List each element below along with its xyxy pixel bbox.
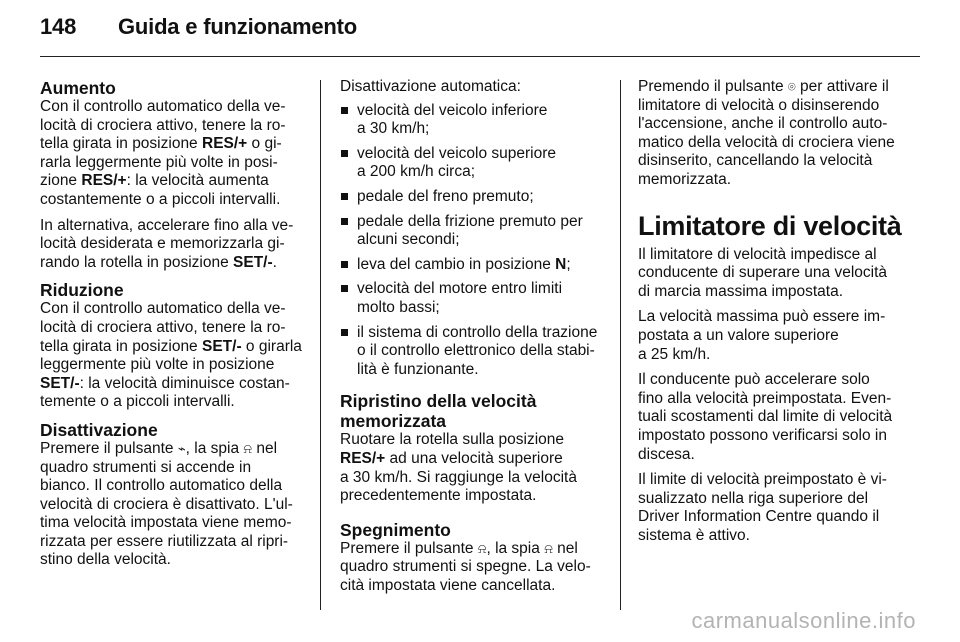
text-line: fino alla velocità preimpostata. Even- xyxy=(638,389,892,407)
control-label: RES/+ xyxy=(202,135,248,153)
text-line: postata a un valore superiore xyxy=(638,326,839,344)
text-line: : la velocità diminuisce costan- xyxy=(79,374,290,392)
text-line: tella girata in posizione xyxy=(40,135,202,153)
cruise-control-button-icon: ⍾ xyxy=(477,540,487,556)
text-line: precedentemente impostata. xyxy=(340,487,537,505)
text-line: velocità del veicolo inferiore xyxy=(357,101,548,119)
text-line: La velocità massima può essere im- xyxy=(638,308,886,326)
control-label: RES/+ xyxy=(340,449,386,467)
text-line: di marcia massima impostata. xyxy=(638,282,844,300)
control-label: SET/- xyxy=(40,374,80,392)
list-item xyxy=(340,280,606,317)
text-line: leva del cambio in posizione xyxy=(357,255,556,273)
list-item xyxy=(340,188,606,207)
paragraph-disattivazione xyxy=(40,440,306,570)
heading-line: memorizzata xyxy=(340,411,447,432)
text-line: Il limite di velocità preimpostato è vi- xyxy=(638,471,887,489)
header-rule xyxy=(40,56,920,57)
cruise-control-indicator-icon: ⍾ xyxy=(544,540,553,556)
text-line: rando la rotella in posizione xyxy=(40,253,234,271)
text-line: locità di crociera attivo, tenere la ro- xyxy=(40,318,286,336)
page-header xyxy=(40,14,357,40)
text-line: rizzata per essere riutilizzata al ripri- xyxy=(40,532,289,550)
text-line: impostato possono verificarsi solo in xyxy=(638,426,887,444)
page-number: 148 xyxy=(40,14,77,39)
text-line: . xyxy=(272,253,277,271)
text-line: quadro strumenti si accende in xyxy=(40,458,252,476)
text-line: a 25 km/h. xyxy=(638,345,711,363)
text-line: tima velocità impostata viene memo- xyxy=(40,514,292,532)
paragraph-riduzione xyxy=(40,300,306,412)
speed-limiter-button-icon: ⌾ xyxy=(787,79,796,94)
control-label: SET/- xyxy=(233,253,273,271)
text-line: velocità di crociera è disattivato. L'ul- xyxy=(40,495,293,513)
control-label: SET/- xyxy=(202,337,242,355)
paragraph-aumento-1 xyxy=(40,98,306,210)
cruise-off-button-icon: ⌁ xyxy=(177,440,186,456)
section-heading-limitatore: Limitatore di velocità xyxy=(638,210,902,241)
text-line: pedale della frizione premuto per xyxy=(357,212,583,230)
text-line: tella girata in posizione xyxy=(40,337,202,355)
text-line: lità è funzionante. xyxy=(357,360,479,378)
text-line: o il controllo elettronico della stabi- xyxy=(357,342,595,360)
auto-deactivation-list xyxy=(340,102,606,380)
cruise-control-indicator-icon: ⍾ xyxy=(243,440,253,456)
text-line: Ruotare la rotella sulla posizione xyxy=(340,431,565,449)
text-line: locità desiderata e memorizzarla gi- xyxy=(40,235,285,253)
text-line: zione xyxy=(40,172,82,190)
text-line: o girarla xyxy=(241,337,302,355)
text-line: costantemente o a piccoli intervalli. xyxy=(40,190,281,208)
text-line: Con il controllo automatico della ve- xyxy=(40,98,286,115)
paragraph-limitatore-4 xyxy=(638,471,920,545)
text-line: bianco. Il controllo automatico della xyxy=(40,477,283,495)
text-line: disinserito, cancellando la velocità xyxy=(638,152,873,170)
text-line: sualizzato nella riga superiore del xyxy=(638,489,869,507)
control-label: N xyxy=(555,255,567,273)
text-line: Driver Information Centre quando il xyxy=(638,508,880,526)
text-line: molto bassi; xyxy=(357,298,440,316)
text-line: In alternativa, accelerare fino alla ve- xyxy=(40,216,294,234)
column-1 xyxy=(40,78,306,577)
list-item xyxy=(340,145,606,182)
control-label: RES/+ xyxy=(81,172,127,190)
text-line: o gi- xyxy=(247,135,282,153)
paragraph-ripristino xyxy=(340,431,606,505)
text-line: pedale del freno premuto; xyxy=(357,187,534,205)
auto-deactivation-intro: Disattivazione automatica: xyxy=(340,78,521,95)
text-line: a 200 km/h circa; xyxy=(357,163,476,181)
text-line: : la velocità aumenta xyxy=(126,172,269,190)
list-item xyxy=(340,213,606,250)
text-line: , la spia xyxy=(486,539,545,557)
text-line: Premere il pulsante xyxy=(340,539,478,557)
column-divider-1 xyxy=(320,80,321,610)
column-divider-2 xyxy=(620,80,621,610)
text-line: Con il controllo automatico della ve- xyxy=(40,300,286,318)
text-line: Premendo il pulsante xyxy=(638,78,788,95)
text-line: temente o a piccoli intervalli. xyxy=(40,393,235,411)
text-line: sistema è attivo. xyxy=(638,526,750,544)
text-line: per attivare il xyxy=(795,78,889,95)
text-line: stino della velocità. xyxy=(40,551,171,569)
text-line: memorizzata. xyxy=(638,170,732,188)
text-line: limitatore di velocità o disinserendo xyxy=(638,96,880,114)
section-heading-spegnimento: Spegnimento xyxy=(340,519,451,540)
text-line: l'accensione, anche il controllo auto- xyxy=(638,115,888,133)
text-line: cità impostata viene cancellata. xyxy=(340,576,556,594)
text-line: conducente di superare una velocità xyxy=(638,264,888,282)
text-line: a 30 km/h. Si raggiunge la velocità xyxy=(340,468,577,486)
list-item xyxy=(340,102,606,139)
text-line: nel xyxy=(252,439,278,457)
section-heading-riduzione: Riduzione xyxy=(40,280,124,301)
text-line: ad una velocità superiore xyxy=(385,449,563,467)
text-line: velocità del veicolo superiore xyxy=(357,144,557,162)
text-line: Il limitatore di velocità impedisce al xyxy=(638,245,877,263)
paragraph-limiter-intro xyxy=(638,78,920,190)
text-line: a 30 km/h; xyxy=(357,120,430,138)
text-line: nel xyxy=(552,539,578,557)
column-3 xyxy=(638,78,920,552)
page-title: Guida e funzionamento xyxy=(118,14,358,39)
list-item xyxy=(340,256,606,275)
text-line: Premere il pulsante xyxy=(40,439,178,457)
paragraph-limitatore-2 xyxy=(638,308,920,364)
text-line: discesa. xyxy=(638,445,695,463)
text-line: Il conducente può accelerare solo xyxy=(638,371,870,389)
text-line: il sistema di controllo della trazione xyxy=(357,323,598,341)
text-line: tuali scostamenti dal limite di velocità xyxy=(638,408,893,426)
section-heading-aumento: Aumento xyxy=(40,78,116,98)
text-line: rarla leggermente più volte in posi- xyxy=(40,153,278,171)
section-heading-ripristino xyxy=(340,391,606,431)
heading-line: Ripristino della velocità xyxy=(340,391,537,412)
text-line: alcuni secondi; xyxy=(357,231,460,249)
paragraph-spegnimento xyxy=(340,540,606,596)
list-item xyxy=(340,324,606,380)
text-line: velocità del motore entro limiti xyxy=(357,280,563,298)
text-line: quadro strumenti si spegne. La velo- xyxy=(340,558,591,576)
paragraph-limitatore-1 xyxy=(638,246,920,302)
column-2 xyxy=(340,78,606,602)
text-line: , la spia xyxy=(185,439,244,457)
text-line: matico della velocità di crociera viene xyxy=(638,133,895,151)
text-line: leggermente più volte in posizione xyxy=(40,356,275,374)
text-line: locità di crociera attivo, tenere la ro- xyxy=(40,116,286,134)
watermark: carmanualsonline.info xyxy=(691,608,916,633)
text-line: ; xyxy=(566,255,571,273)
paragraph-aumento-2 xyxy=(40,217,306,273)
section-heading-disattivazione: Disattivazione xyxy=(40,419,158,440)
paragraph-limitatore-3 xyxy=(638,371,920,464)
